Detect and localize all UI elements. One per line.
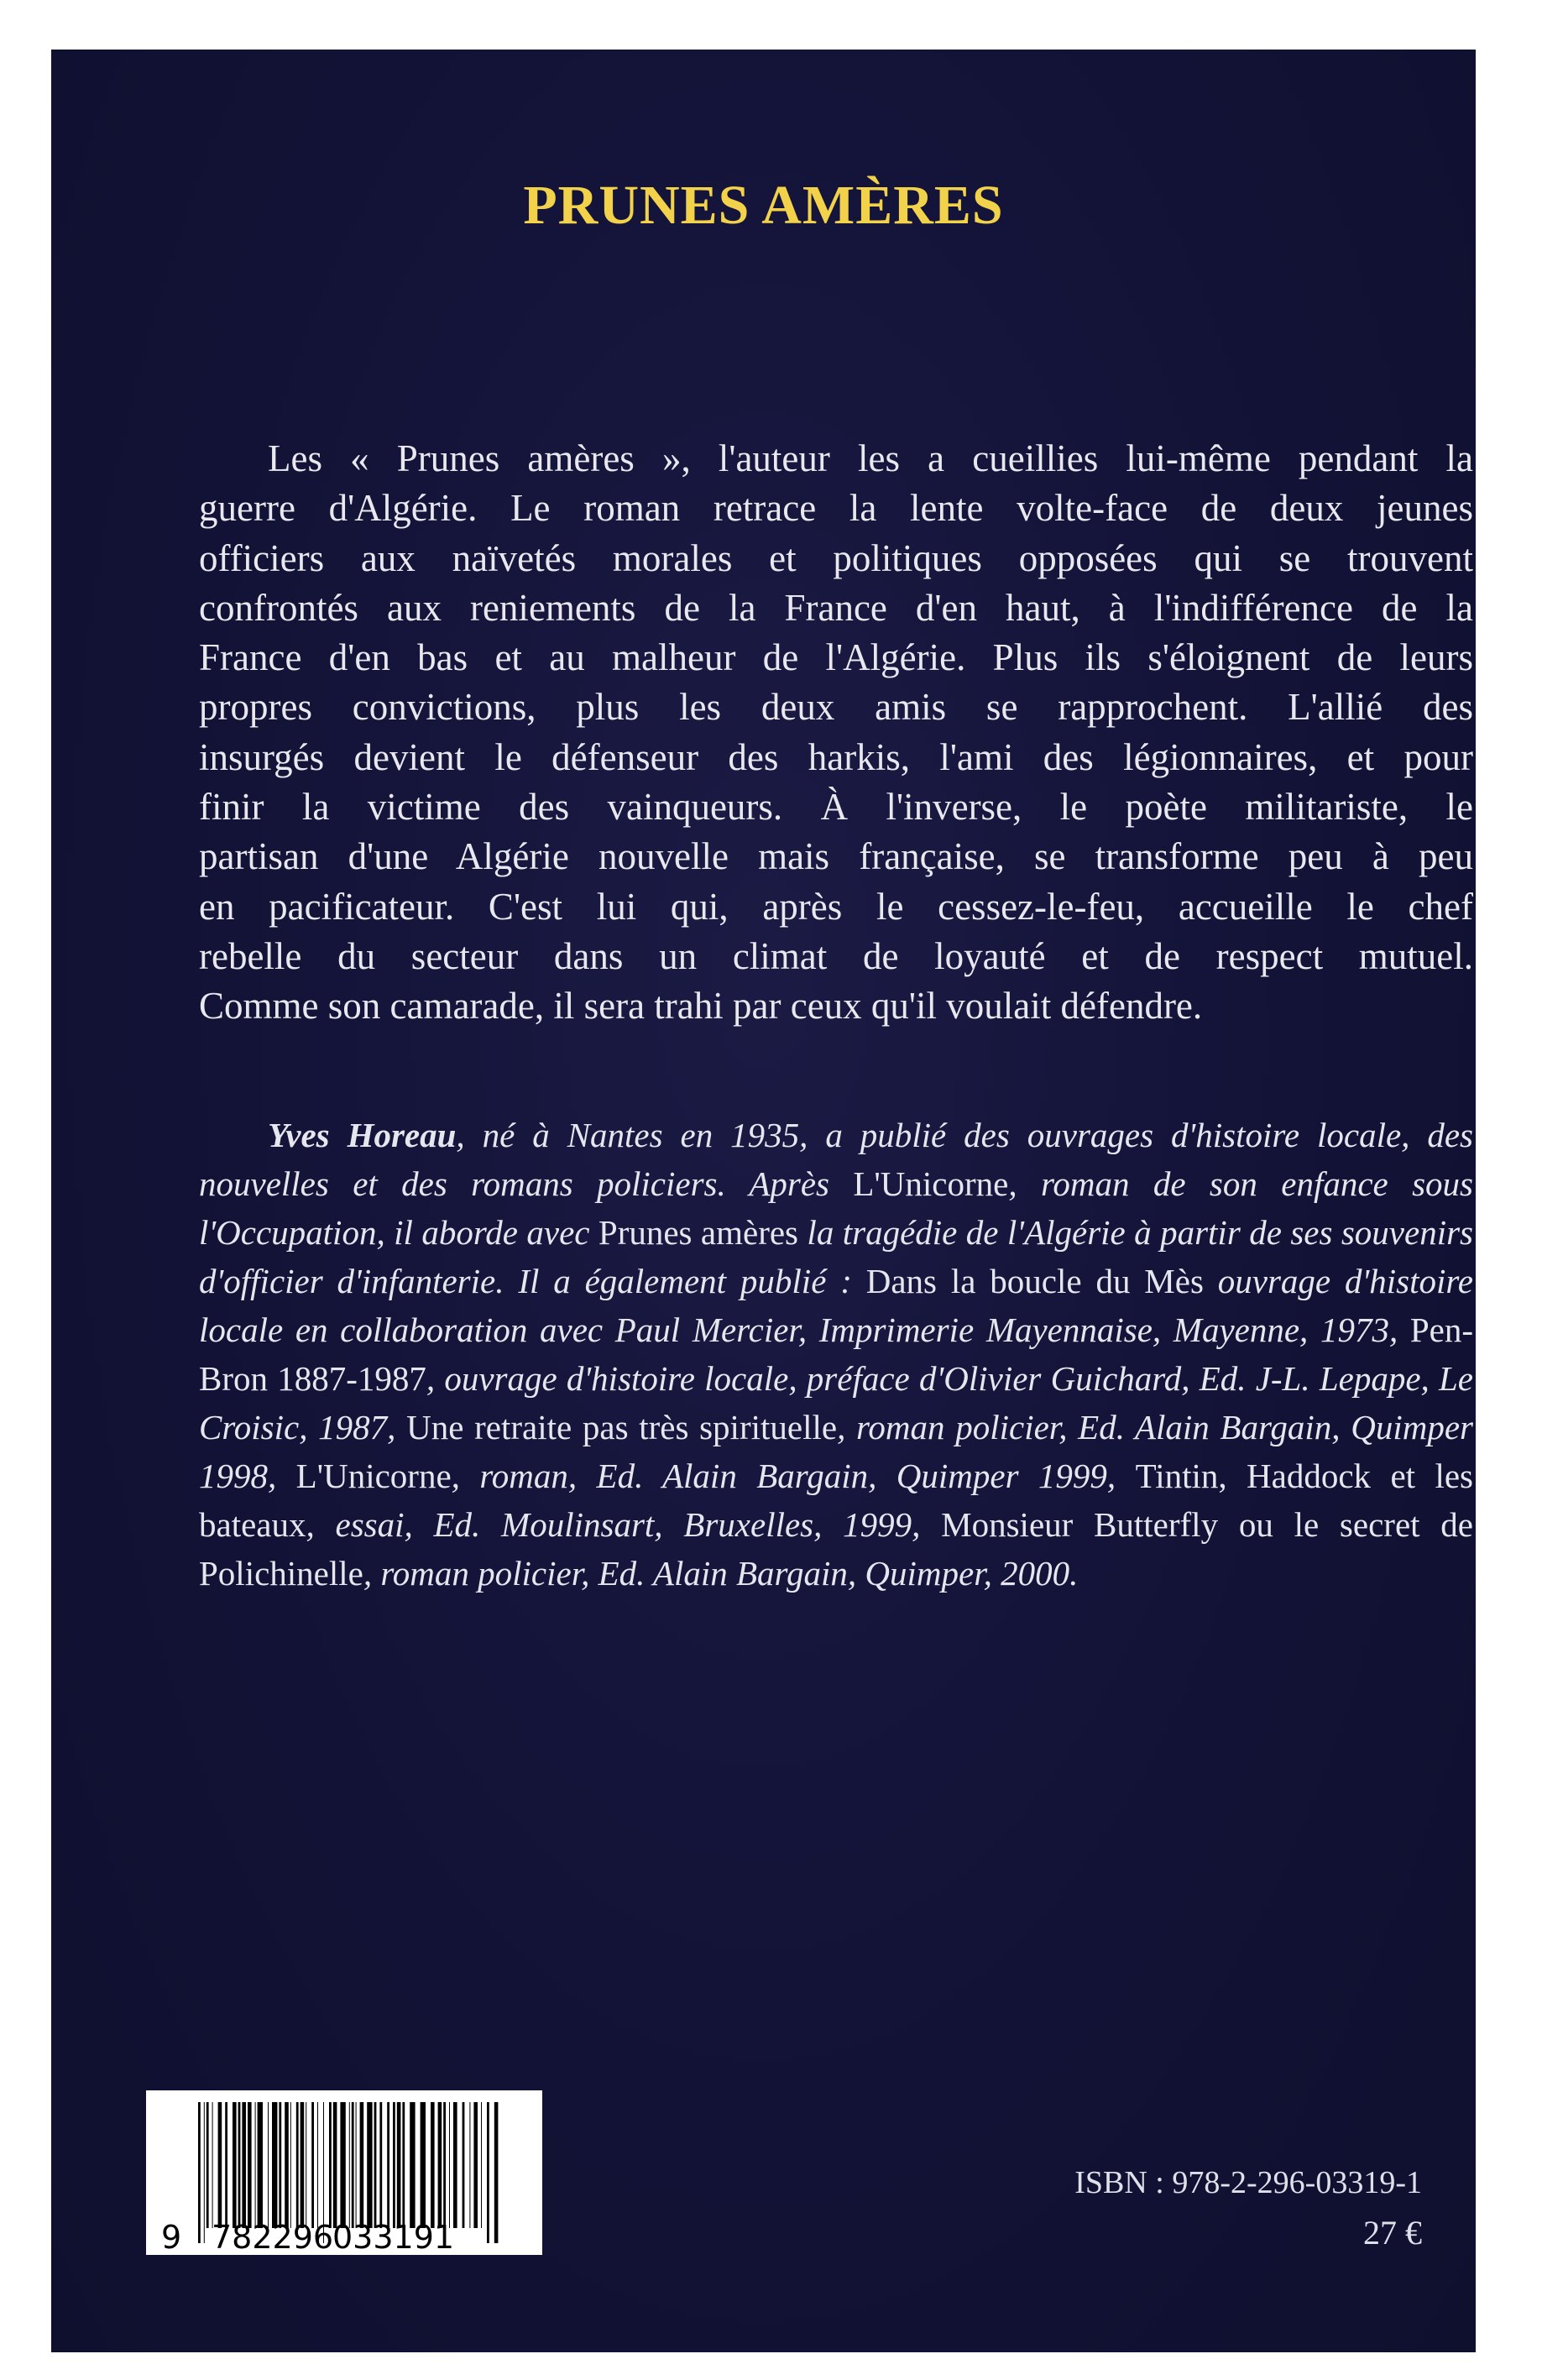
bio-segment: Tintin, Haddock et les bateaux (199, 1457, 1474, 1544)
summary-line: officiers aux naïvetés morales et politiques opposées qui se trouvent (199, 536, 1473, 579)
barcode-bar (360, 2102, 364, 2228)
bio-segment: Monsieur Butterfly ou le secret de Polichinelle (199, 1505, 1473, 1593)
author-bio (199, 1111, 1473, 1598)
bio-segment: Une retraite pas très spirituelle (406, 1408, 838, 1446)
summary-line: guerre d'Algérie. Le roman retrace la lente volte-face de deux jeunes (199, 487, 1473, 530)
barcode-bar (397, 2102, 401, 2228)
bio-segment: , roman, Ed. Alain Bargain, Quimper 1999, (451, 1457, 1136, 1495)
barcode-bar (463, 2102, 465, 2228)
barcode-bar (233, 2102, 237, 2228)
bio-segment: ouvrage d'histoire locale en collaboration avec Paul Mercier, Imprimerie Mayennaise, Mayenne, 1973, (199, 1262, 1473, 1349)
barcode-bar (218, 2102, 222, 2228)
bio-segment: L'Unicorne (853, 1164, 1009, 1203)
bio-segment: , roman policier, Ed. Alain Bargain, Quimper, 2000. (363, 1554, 1079, 1593)
barcode-bar (248, 2102, 252, 2228)
barcode-bar (317, 2102, 318, 2228)
barcode-bar (374, 2102, 377, 2228)
isbn: ISBN : 978-2-296-03319-1 (1074, 2165, 1422, 2200)
book-title: PRUNES AMÈRES (523, 175, 1004, 236)
barcode-bar (473, 2102, 478, 2228)
barcode-bar (285, 2102, 289, 2228)
barcode-bar (367, 2102, 372, 2228)
barcode-bar (255, 2102, 256, 2228)
bio-segment: , né à Nantes en 1935, a publié des ouvrages d'histoire locale, des nouvelles et des romans policiers. Après (199, 1116, 1473, 1203)
barcode-bar (469, 2102, 470, 2228)
barcode-bar (204, 2102, 205, 2243)
barcode-digits: 782296 (212, 2219, 334, 2255)
barcode-bar (449, 2102, 450, 2228)
barcode-bar (481, 2102, 482, 2228)
barcode-bar (438, 2102, 442, 2228)
barcode-bar (333, 2102, 337, 2228)
barcode-bar (242, 2102, 246, 2228)
summary-line: partisan d'une Algérie nouvelle mais française, se transforme peu à peu (199, 835, 1473, 878)
barcode-bar (272, 2102, 277, 2228)
barcode-bar (258, 2102, 263, 2228)
barcode-bar (410, 2102, 415, 2228)
barcode-bar (268, 2102, 269, 2228)
price: 27 € (1363, 2214, 1422, 2252)
summary-line: insurgés devient le défenseur des harkis, l'ami des légionnaires, et pour (199, 735, 1473, 778)
bio-segment: , essai, Ed. Moulinsart, Bruxelles, 1999, (306, 1505, 942, 1544)
barcode-bar (296, 2102, 299, 2228)
barcode-bar (301, 2102, 305, 2228)
barcode-bar (443, 2102, 446, 2228)
barcode-bar (402, 2102, 405, 2228)
barcode-bar (453, 2102, 457, 2228)
barcode-bar (421, 2102, 426, 2228)
bio-segment: , ouvrage d'histoire locale, préface d'Olivier Guichard, Ed. J-L. Lepape, Le Croisic, 1987, (199, 1359, 1473, 1446)
bio-segment: la tragédie de l'Algérie à partir de ses souvenirs d'officier d'infanterie. Il a également publié : (199, 1213, 1473, 1300)
barcode-graphic (146, 2090, 542, 2255)
barcode-digits: 9 (161, 2219, 182, 2255)
barcode-bar (393, 2102, 395, 2228)
summary-line: France d'en bas et au malheur de l'Algérie. Plus ils s'éloignent de leurs (199, 636, 1473, 679)
summary-line: Comme son camarade, il sera trahi par ceux qu'il voulait défendre. (199, 985, 1203, 1028)
summary-line: confrontés aux reniements de la France d'en haut, à l'indifférence de la (199, 586, 1473, 629)
bio-segment: Dans la boucle du Mès (865, 1262, 1204, 1300)
bio-segment: L'Unicorne (295, 1457, 452, 1495)
barcode-bar (212, 2102, 213, 2228)
barcode-bar (494, 2102, 499, 2243)
barcode-bar (290, 2102, 291, 2228)
summary-paragraph (199, 434, 1473, 1032)
bio-segment: , roman policier, Ed. Alain Bargain, Quimper 1998, (199, 1408, 1473, 1495)
bio-segment: , roman de son enfance sous l'Occupation, il aborde avec (199, 1164, 1473, 1252)
barcode-bar (349, 2102, 350, 2228)
barcode-bar (431, 2102, 435, 2228)
barcode-bar (238, 2102, 241, 2228)
bio-segment: Prunes amères (598, 1213, 799, 1252)
summary-line: rebelle du secteur dans un climat de loyauté et de respect mutuel. (199, 934, 1473, 977)
summary-line: propres convictions, plus les deux amis se rapprochent. L'allié des (199, 686, 1473, 729)
bio-segment: Pen-Bron 1887-1987 (199, 1310, 1473, 1398)
bio-segment: Yves Horeau (268, 1116, 457, 1154)
barcode-bar (206, 2102, 209, 2228)
barcode-bar (352, 2102, 354, 2228)
barcode-bar (340, 2102, 345, 2228)
barcode-bar (225, 2102, 227, 2228)
barcode-bar (198, 2102, 201, 2243)
barcode-bar (379, 2102, 382, 2228)
barcode-digits: 033191 (332, 2219, 455, 2255)
barcode-bar (311, 2102, 314, 2228)
summary-line: en pacificateur. C'est lui qui, après le cessez-le-feu, accueille le chef (199, 885, 1473, 928)
barcode-bar (487, 2102, 489, 2243)
barcode-bar (329, 2102, 332, 2228)
summary-line: Les « Prunes amères », l'auteur les a cueillies lui-même pendant la (268, 437, 1473, 479)
summary-line: finir la victime des vainqueurs. À l'inverse, le poète militariste, le (199, 786, 1473, 829)
barcode-bar (356, 2102, 357, 2228)
barcode (146, 2090, 542, 2255)
barcode-bar (279, 2102, 281, 2228)
barcode-bar (387, 2102, 389, 2228)
back-cover (51, 50, 1476, 2352)
